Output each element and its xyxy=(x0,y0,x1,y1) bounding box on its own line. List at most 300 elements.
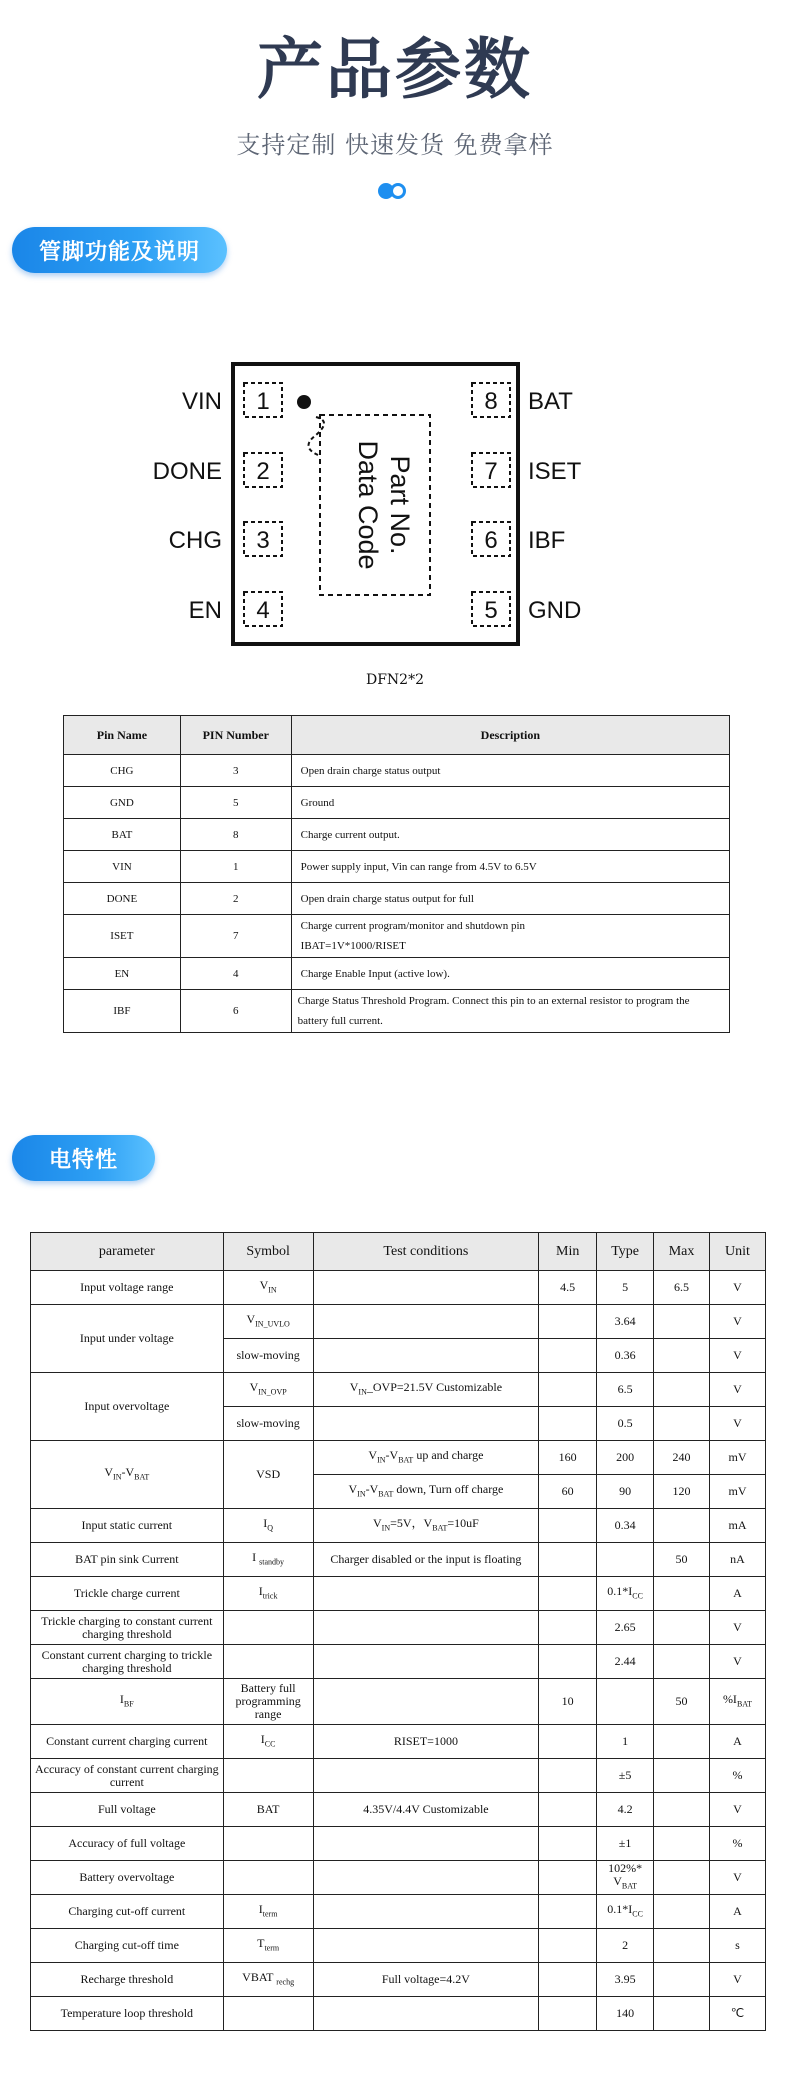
pin-number: 1 xyxy=(256,388,270,415)
cell: Trickle charge current xyxy=(31,1577,224,1611)
value-text: 102%* xyxy=(608,1861,643,1876)
desc-line: IBAT=1V*1000/RISET xyxy=(300,940,406,952)
cell xyxy=(539,1373,597,1407)
cell: V xyxy=(710,1407,766,1441)
table-row xyxy=(31,1611,766,1645)
cell xyxy=(654,1997,710,2031)
pin-number: 8 xyxy=(484,388,498,415)
cell: Input voltage range xyxy=(31,1271,224,1305)
section-pill-pin-function: 管脚功能及说明 xyxy=(12,227,227,273)
section-pill-electrical: 电特性 xyxy=(12,1135,155,1181)
symbol-sub: IN xyxy=(268,1285,277,1295)
header-type: Type xyxy=(597,1233,654,1271)
table-row xyxy=(31,1725,766,1759)
table-row xyxy=(31,1679,766,1725)
cell xyxy=(313,1679,539,1725)
page-header xyxy=(0,0,790,200)
cell: 2.44 xyxy=(597,1645,654,1679)
cell: Charging cut-off time xyxy=(31,1929,224,1963)
param-sub: BF xyxy=(123,1699,134,1709)
table-row xyxy=(31,1509,766,1543)
symbol-sub: Q xyxy=(267,1523,274,1533)
cell xyxy=(313,1407,539,1441)
cell: 1 xyxy=(180,851,291,883)
cell: Ground xyxy=(291,787,729,819)
cell xyxy=(223,1305,313,1339)
cond-text: V xyxy=(348,1481,358,1496)
cell: V xyxy=(710,1963,766,1997)
cell: Input overvoltage xyxy=(31,1373,224,1441)
cell: ±5 xyxy=(597,1759,654,1793)
cell: 120 xyxy=(654,1475,710,1509)
table-row xyxy=(64,915,730,958)
table-row xyxy=(31,1827,766,1861)
cell xyxy=(291,915,729,958)
cell: V xyxy=(710,1305,766,1339)
table-header-row xyxy=(64,716,730,755)
cond-text: V xyxy=(373,1515,382,1530)
pin-label: BAT xyxy=(528,388,573,415)
symbol: I xyxy=(263,1515,268,1530)
symbol-sub: term xyxy=(264,1943,280,1953)
cell xyxy=(313,1895,539,1929)
cell: 5 xyxy=(597,1271,654,1305)
cell xyxy=(539,1759,597,1793)
cell xyxy=(654,1305,710,1339)
cell: 5 xyxy=(180,787,291,819)
cell xyxy=(313,1271,539,1305)
cell: Charging cut-off current xyxy=(31,1895,224,1929)
param-sub: BAT xyxy=(134,1472,150,1482)
cell: V xyxy=(710,1271,766,1305)
page-subtitle: 支持定制 快速发货 免费拿样 xyxy=(236,130,554,159)
package-diagram xyxy=(140,355,582,655)
cond-text: V xyxy=(368,1447,378,1462)
table-row xyxy=(31,1759,766,1793)
cell xyxy=(710,1679,766,1725)
cond-sub: IN xyxy=(358,1387,367,1397)
pin-number: 4 xyxy=(256,597,270,624)
cell: V xyxy=(710,1793,766,1827)
symbol: I xyxy=(258,1901,263,1916)
cell: V xyxy=(710,1861,766,1895)
table-row xyxy=(31,1895,766,1929)
cell xyxy=(539,1895,597,1929)
cell: V xyxy=(710,1645,766,1679)
pin-label: GND xyxy=(528,597,582,624)
table-row xyxy=(31,1645,766,1679)
cell: ℃ xyxy=(710,1997,766,2031)
cell: Constant current charging current xyxy=(31,1725,224,1759)
cond-sub: BAT xyxy=(398,1455,414,1465)
table-row xyxy=(31,1861,766,1895)
cell: EN xyxy=(64,958,181,990)
cell xyxy=(654,1963,710,1997)
table-row xyxy=(64,883,730,915)
header-test-conditions: Test conditions xyxy=(313,1233,539,1271)
cell xyxy=(313,1339,539,1373)
cell xyxy=(313,1509,539,1543)
cell: 140 xyxy=(597,1997,654,2031)
cell xyxy=(539,1929,597,1963)
cell xyxy=(539,1827,597,1861)
cell xyxy=(539,1793,597,1827)
cond-sub: BAT xyxy=(432,1523,448,1533)
table-row xyxy=(31,1441,766,1475)
marking-part-no: Part No. xyxy=(385,455,415,555)
cell xyxy=(31,1441,224,1509)
cell: Battery overvoltage xyxy=(31,1861,224,1895)
cell xyxy=(223,1895,313,1929)
cell xyxy=(654,1759,710,1793)
header-description: Description xyxy=(291,716,729,755)
cell xyxy=(313,1827,539,1861)
dot-ring-icon xyxy=(390,183,406,199)
cell: 6.5 xyxy=(654,1271,710,1305)
cell: Accuracy of full voltage xyxy=(31,1827,224,1861)
cond-sub: BAT xyxy=(378,1489,394,1499)
cell xyxy=(654,1407,710,1441)
cell: Input under voltage xyxy=(31,1305,224,1373)
cell xyxy=(313,1611,539,1645)
cell: RISET=1000 xyxy=(313,1725,539,1759)
cell: Open drain charge status output for full xyxy=(291,883,729,915)
cell: mA xyxy=(710,1509,766,1543)
cell: VIN xyxy=(64,851,181,883)
cell xyxy=(654,1895,710,1929)
cell xyxy=(654,1373,710,1407)
cell xyxy=(539,1645,597,1679)
table-row xyxy=(31,1577,766,1611)
cell xyxy=(597,1679,654,1725)
package-caption: DFN2*2 xyxy=(365,672,424,688)
electrical-characteristics-table xyxy=(30,1232,766,2031)
cell: IBF xyxy=(64,990,181,1033)
cell: s xyxy=(710,1929,766,1963)
cell: 60 xyxy=(539,1475,597,1509)
cell: Charge Enable Input (active low). xyxy=(291,958,729,990)
cond-text: =5V，V xyxy=(390,1515,433,1530)
table-row xyxy=(31,1271,766,1305)
header-pin-name: Pin Name xyxy=(64,716,181,755)
cell: VSD xyxy=(223,1441,313,1509)
cell: 8 xyxy=(180,819,291,851)
cell: Trickle charging to constant current charging threshold xyxy=(31,1611,224,1645)
cell xyxy=(223,1577,313,1611)
cell: 1 xyxy=(597,1725,654,1759)
cell xyxy=(597,1577,654,1611)
cell xyxy=(539,1611,597,1645)
header-unit: Unit xyxy=(710,1233,766,1271)
cond-text: V xyxy=(349,1379,359,1394)
cell: Temperature loop threshold xyxy=(31,1997,224,2031)
pin1-dot-icon xyxy=(297,395,311,409)
cell xyxy=(654,1611,710,1645)
cell: CHG xyxy=(64,755,181,787)
cell xyxy=(539,1997,597,2031)
cell xyxy=(539,1543,597,1577)
cell: 3.95 xyxy=(597,1963,654,1997)
cell xyxy=(223,1861,313,1895)
cell: ISET xyxy=(64,915,181,958)
desc-line: battery full current. xyxy=(297,1015,383,1027)
cell: 0.34 xyxy=(597,1509,654,1543)
cell: 0.36 xyxy=(597,1339,654,1373)
cell xyxy=(313,1441,539,1475)
cell: 2 xyxy=(180,883,291,915)
cell xyxy=(539,1407,597,1441)
pin-label: DONE xyxy=(152,458,222,485)
symbol: VBAT xyxy=(242,1969,277,1984)
symbol: T xyxy=(257,1935,265,1950)
cell: 4.35V/4.4V Customizable xyxy=(313,1793,539,1827)
header-min: Min xyxy=(539,1233,597,1271)
cond-sub: IN xyxy=(357,1489,366,1499)
cell xyxy=(223,1611,313,1645)
cell: 4.2 xyxy=(597,1793,654,1827)
cell xyxy=(223,1929,313,1963)
dfn-package-svg xyxy=(140,355,582,655)
cond-text: =10uF xyxy=(447,1515,479,1530)
pin-number: 3 xyxy=(256,527,270,554)
cell xyxy=(654,1929,710,1963)
cell xyxy=(654,1725,710,1759)
cell: V xyxy=(710,1339,766,1373)
cell: 3.64 xyxy=(597,1305,654,1339)
cell: A xyxy=(710,1895,766,1929)
cell xyxy=(313,1759,539,1793)
value-sub: BAT xyxy=(621,1881,637,1891)
cell xyxy=(539,1861,597,1895)
page-title: 产品参数 xyxy=(257,31,533,108)
value-text: 0.1*I xyxy=(607,1583,633,1598)
value-sub: CC xyxy=(632,1591,643,1601)
cond-sub: IN xyxy=(381,1523,391,1533)
cell: 2.65 xyxy=(597,1611,654,1645)
symbol: V xyxy=(259,1277,269,1292)
marking-data-code: Data Code xyxy=(353,440,383,570)
cell: Input static current xyxy=(31,1509,224,1543)
value-text: 0.1*I xyxy=(607,1901,633,1916)
cell: Full voltage=4.2V xyxy=(313,1963,539,1997)
cell xyxy=(313,1373,539,1407)
cell: slow-moving xyxy=(223,1339,313,1373)
pin-label: EN xyxy=(188,597,222,624)
unit-text: %I xyxy=(722,1691,737,1706)
symbol: V xyxy=(249,1379,259,1394)
cell: V xyxy=(710,1611,766,1645)
symbol-sub: rechg xyxy=(276,1977,295,1987)
table-row xyxy=(31,1929,766,1963)
param-text: -V xyxy=(121,1464,135,1479)
cell: 7 xyxy=(180,915,291,958)
table-row xyxy=(64,958,730,990)
cell xyxy=(539,1725,597,1759)
param-sub: IN xyxy=(113,1472,122,1482)
table-row xyxy=(64,990,730,1033)
cell xyxy=(313,1305,539,1339)
cell xyxy=(539,1577,597,1611)
pin-number: 5 xyxy=(484,597,498,624)
table-row xyxy=(64,851,730,883)
cell xyxy=(223,1271,313,1305)
cell: 0.5 xyxy=(597,1407,654,1441)
cell xyxy=(313,1997,539,2031)
cond-text: _OVP=21.5V Customizable xyxy=(366,1379,503,1394)
cell: ±1 xyxy=(597,1827,654,1861)
cell: Full voltage xyxy=(31,1793,224,1827)
cell: BAT pin sink Current xyxy=(31,1543,224,1577)
symbol-sub: IN_OVP xyxy=(258,1387,287,1397)
cell xyxy=(313,1861,539,1895)
desc-line: Charge Status Threshold Program. Connect this pin to an external resistor to program the xyxy=(297,995,690,1007)
cell: Accuracy of constant current charging current xyxy=(31,1759,224,1793)
cell xyxy=(654,1509,710,1543)
cond-text: up and charge xyxy=(413,1447,484,1462)
cell xyxy=(223,1827,313,1861)
cell xyxy=(654,1645,710,1679)
header-pin-number: PIN Number xyxy=(180,716,291,755)
cond-text: -V xyxy=(365,1481,379,1496)
cell xyxy=(313,1929,539,1963)
cond-text: down, Turn off charge xyxy=(393,1481,504,1496)
cell: GND xyxy=(64,787,181,819)
cell xyxy=(223,1963,313,1997)
cell xyxy=(223,1759,313,1793)
cell xyxy=(597,1861,654,1895)
cell xyxy=(223,1543,313,1577)
cell: 90 xyxy=(597,1475,654,1509)
cell xyxy=(313,1475,539,1509)
cell: Charge current output. xyxy=(291,819,729,851)
table-row xyxy=(31,1793,766,1827)
cond-sub: IN xyxy=(377,1455,386,1465)
cell xyxy=(597,1895,654,1929)
symbol: I xyxy=(260,1731,265,1746)
header-parameter: parameter xyxy=(31,1233,224,1271)
cell xyxy=(223,1997,313,2031)
cell: Charger disabled or the input is floating xyxy=(313,1543,539,1577)
cell: DONE xyxy=(64,883,181,915)
cell xyxy=(291,990,729,1033)
cell xyxy=(223,1645,313,1679)
cell: % xyxy=(710,1827,766,1861)
param-text: V xyxy=(104,1464,114,1479)
cell: 6.5 xyxy=(597,1373,654,1407)
cell: V xyxy=(710,1373,766,1407)
cell: 240 xyxy=(654,1441,710,1475)
pin-number: 2 xyxy=(256,458,270,485)
cell: 6 xyxy=(180,990,291,1033)
param-text: I xyxy=(119,1691,124,1706)
table-row xyxy=(31,1305,766,1339)
table-row xyxy=(64,819,730,851)
cell xyxy=(654,1339,710,1373)
table-row xyxy=(31,1373,766,1407)
cell: A xyxy=(710,1725,766,1759)
cell xyxy=(313,1577,539,1611)
symbol-sub: term xyxy=(262,1909,278,1919)
cell: Constant current charging to trickle charging threshold xyxy=(31,1645,224,1679)
table-header-row xyxy=(31,1233,766,1271)
cell: Recharge threshold xyxy=(31,1963,224,1997)
symbol-sub: standby xyxy=(259,1557,285,1567)
cell xyxy=(223,1725,313,1759)
symbol: I xyxy=(258,1583,263,1598)
toggle-dots-icon xyxy=(378,182,412,200)
symbol-sub: CC xyxy=(264,1739,276,1749)
pin-description-table xyxy=(63,715,730,1033)
cell xyxy=(654,1827,710,1861)
pin-number: 7 xyxy=(484,458,498,485)
cell xyxy=(223,1509,313,1543)
cell xyxy=(539,1339,597,1373)
cell xyxy=(597,1543,654,1577)
cell: slow-moving xyxy=(223,1407,313,1441)
table-row xyxy=(64,787,730,819)
symbol: I xyxy=(252,1549,260,1564)
cell: 50 xyxy=(654,1543,710,1577)
cell: 4.5 xyxy=(539,1271,597,1305)
cell: nA xyxy=(710,1543,766,1577)
cond-text: -V xyxy=(385,1447,399,1462)
table-row xyxy=(31,1543,766,1577)
pin-label: CHG xyxy=(168,527,222,554)
cell: 10 xyxy=(539,1679,597,1725)
cell: 50 xyxy=(654,1679,710,1725)
cell xyxy=(539,1305,597,1339)
symbol: V xyxy=(246,1311,256,1326)
table-row xyxy=(31,1963,766,1997)
pin-number: 6 xyxy=(484,527,498,554)
cell xyxy=(654,1793,710,1827)
pin-label: IBF xyxy=(528,527,566,554)
cell xyxy=(31,1679,224,1725)
cell: 4 xyxy=(180,958,291,990)
cell: Open drain charge status output xyxy=(291,755,729,787)
unit-sub: BAT xyxy=(736,1699,753,1709)
header-symbol: Symbol xyxy=(223,1233,313,1271)
cell xyxy=(654,1861,710,1895)
cell xyxy=(223,1373,313,1407)
symbol-sub: trick xyxy=(262,1591,278,1601)
cell: BAT xyxy=(64,819,181,851)
cell xyxy=(539,1963,597,1997)
cell: % xyxy=(710,1759,766,1793)
symbol-sub: IN_UVLO xyxy=(255,1319,290,1329)
cell: Power supply input, Vin can range from 4.5V to 6.5V xyxy=(291,851,729,883)
pin-label: VIN xyxy=(181,388,222,415)
pin-label: ISET xyxy=(528,458,582,485)
cell: 200 xyxy=(597,1441,654,1475)
cell: 3 xyxy=(180,755,291,787)
cell xyxy=(654,1577,710,1611)
header-max: Max xyxy=(654,1233,710,1271)
cell: 2 xyxy=(597,1929,654,1963)
table-row xyxy=(31,1997,766,2031)
value-text: V xyxy=(613,1874,622,1889)
desc-line: Charge current program/monitor and shutdown pin xyxy=(300,920,526,932)
cell xyxy=(539,1509,597,1543)
cell: mV xyxy=(710,1475,766,1509)
cell: 160 xyxy=(539,1441,597,1475)
cell xyxy=(313,1645,539,1679)
cell: A xyxy=(710,1577,766,1611)
cell: mV xyxy=(710,1441,766,1475)
cell: Battery full programming range xyxy=(223,1679,313,1725)
table-row xyxy=(64,755,730,787)
cell: BAT xyxy=(223,1793,313,1827)
